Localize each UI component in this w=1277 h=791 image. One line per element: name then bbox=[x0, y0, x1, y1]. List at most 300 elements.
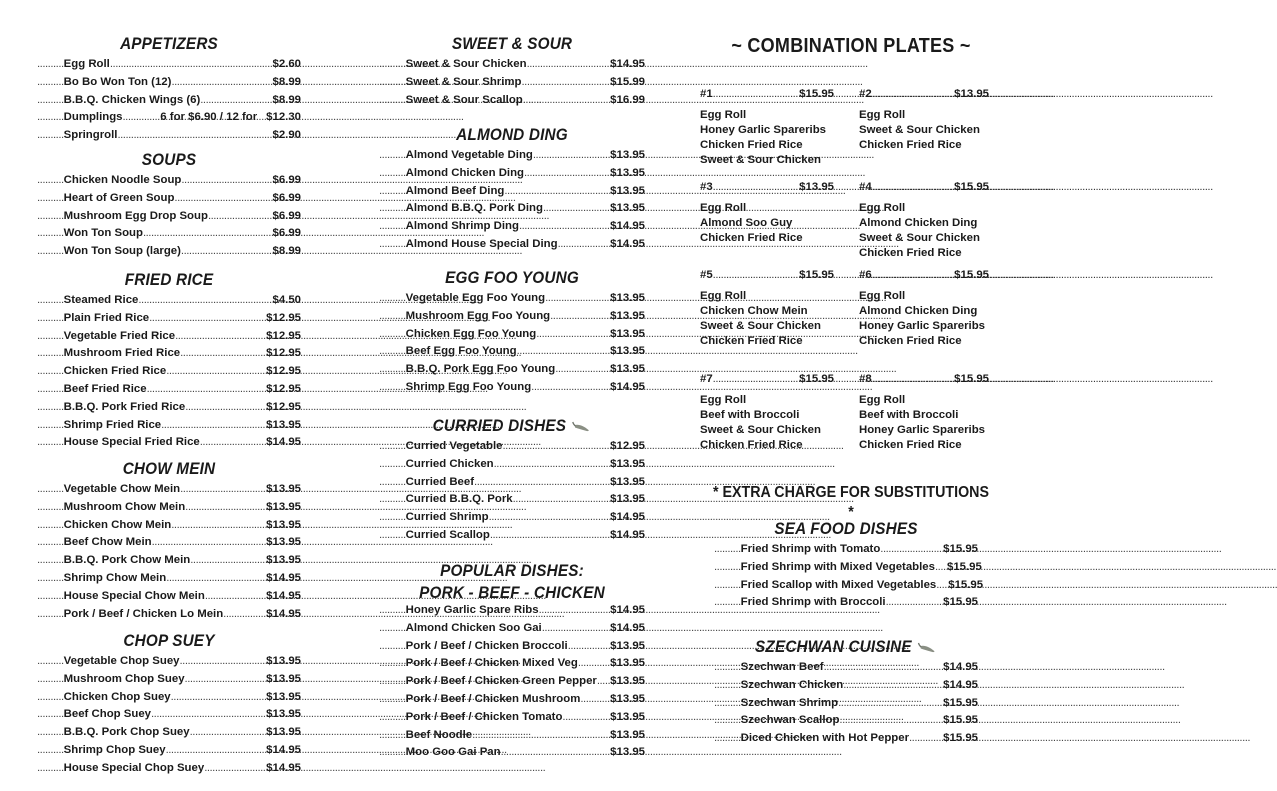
menu-item-price: $15.95 bbox=[948, 578, 984, 591]
menu-item-name: House Special Chop Suey bbox=[63, 761, 205, 774]
leader-dots bbox=[152, 534, 261, 552]
leader-dots bbox=[872, 86, 954, 102]
menu-item bbox=[379, 620, 645, 638]
menu-item-price: $14.95 bbox=[266, 607, 301, 620]
plate-item: Almond Chicken Ding bbox=[859, 217, 978, 229]
section-title bbox=[50, 459, 288, 481]
plate-item: Chicken Fried Rice bbox=[859, 247, 962, 259]
menu-item bbox=[37, 127, 301, 145]
menu-item-name: Heart of Green Soup bbox=[63, 191, 175, 204]
menu-item-name: Szechwan Chicken bbox=[740, 678, 844, 691]
leader-dots bbox=[190, 552, 260, 570]
leader-dots bbox=[166, 742, 261, 760]
leader-dots bbox=[713, 267, 799, 283]
leader-dots: .......... bbox=[379, 475, 406, 488]
section-title-text: EGG FOO YOUNG bbox=[445, 268, 579, 287]
menu-item bbox=[714, 730, 978, 748]
leader-dots bbox=[513, 491, 605, 509]
menu-item bbox=[379, 56, 645, 74]
plate-item: Egg Roll bbox=[859, 202, 906, 214]
leader-dots: .......... bbox=[37, 382, 64, 395]
menu-item bbox=[37, 653, 301, 671]
leader-dots: .......... bbox=[379, 639, 406, 652]
menu-item-name: Shrimp Fried Rice bbox=[63, 418, 162, 431]
menu-item-price: $13.95 bbox=[266, 536, 301, 549]
menu-item bbox=[379, 379, 645, 397]
menu-item-name: Mushroom Egg Drop Soup bbox=[63, 209, 208, 222]
leader-dots: .......... bbox=[379, 692, 406, 705]
leader-dots bbox=[531, 379, 604, 397]
plate-number: #3 bbox=[700, 181, 713, 193]
leader-dots bbox=[838, 695, 937, 713]
menu-item-price: $13.95 bbox=[610, 692, 645, 705]
plate-header bbox=[700, 371, 834, 387]
plate-header bbox=[859, 86, 989, 102]
menu-item bbox=[379, 491, 645, 509]
leader-dots: .......... bbox=[37, 418, 64, 431]
leader-dots: .......... bbox=[379, 184, 406, 197]
menu-item-name: Vegetable Chop Suey bbox=[63, 655, 180, 667]
menu-item bbox=[37, 363, 301, 381]
section-title-text: SEA FOOD DISHES bbox=[774, 519, 918, 538]
leader-dots: .......... bbox=[37, 294, 64, 306]
leader-dots bbox=[180, 345, 260, 363]
section-title bbox=[50, 34, 288, 56]
menu-item-name: Chicken Chop Suey bbox=[63, 690, 171, 703]
menu-item-name: Pork / Beef / Chicken Lo Mein bbox=[63, 607, 224, 620]
menu-item-price: $14.95 bbox=[266, 589, 301, 602]
menu-item bbox=[37, 499, 301, 517]
leader-dots bbox=[824, 659, 938, 677]
plate-item: Beef with Broccoli bbox=[700, 409, 800, 421]
menu-item-price: $12.95 bbox=[266, 400, 301, 413]
menu-item bbox=[37, 434, 301, 452]
plate-item: Sweet & Sour Chicken bbox=[700, 154, 821, 166]
menu-item-name: Mushroom Egg Foo Young bbox=[405, 309, 551, 322]
section-title-text: ALMOND DING bbox=[456, 125, 568, 144]
menu-item-price: $12.95 bbox=[266, 347, 301, 360]
menu-item-name: Almond House Special Ding bbox=[405, 237, 558, 250]
menu-item bbox=[379, 673, 645, 691]
leader-dots: .......... bbox=[379, 675, 406, 688]
leader-dots: .......... bbox=[379, 511, 406, 524]
leader-dots: .......... bbox=[37, 93, 64, 106]
leader-dots bbox=[597, 673, 604, 691]
leader-dots: .......... bbox=[37, 129, 64, 142]
menu-item bbox=[379, 74, 645, 92]
leader-dots: .......... bbox=[379, 292, 406, 304]
section-title bbox=[50, 631, 288, 653]
menu-item-name: Chicken Noodle Soup bbox=[63, 174, 182, 186]
section-chow-mein bbox=[37, 459, 301, 623]
menu-item-price: $13.95 bbox=[610, 710, 645, 723]
menu-item-name: Won Ton Soup (large) bbox=[63, 245, 181, 258]
menu-item-name: Almond Chicken Soo Gai bbox=[405, 621, 542, 634]
section-title bbox=[50, 150, 288, 172]
plate-item: Sweet & Sour Chicken bbox=[700, 424, 821, 436]
plate-item: Egg Roll bbox=[700, 394, 747, 406]
menu-item bbox=[379, 183, 645, 201]
leader-dots bbox=[542, 620, 604, 638]
leader-dots bbox=[501, 744, 605, 762]
menu-item-name: House Special Chow Mein bbox=[63, 589, 205, 602]
menu-item bbox=[37, 606, 301, 624]
menu-item-name: Vegetable Egg Foo Young bbox=[405, 292, 546, 304]
menu-item-price: $13.95 bbox=[610, 292, 645, 304]
plate-item: Honey Garlic Spareribs bbox=[700, 124, 826, 136]
menu-item-price: $14.95 bbox=[610, 237, 645, 250]
leader-dots bbox=[117, 127, 266, 145]
plate-price: $15.95 bbox=[954, 373, 989, 385]
plate-item: Chicken Chow Mein bbox=[700, 305, 808, 317]
section-szechwan bbox=[714, 637, 978, 748]
leader-dots bbox=[181, 243, 267, 261]
leader-dots: .......... bbox=[714, 578, 741, 591]
section-title-text: APPETIZERS bbox=[120, 34, 218, 53]
menu-item bbox=[714, 559, 982, 577]
leader-dots bbox=[578, 655, 604, 673]
plate-price: $13.95 bbox=[954, 88, 989, 100]
leader-dots bbox=[543, 200, 604, 218]
menu-item-price: $13.95 bbox=[266, 500, 301, 513]
section-title: POPULAR DISHES: bbox=[440, 561, 584, 580]
leader-dots bbox=[489, 509, 605, 527]
plate-item: Chicken Fried Rice bbox=[700, 139, 803, 151]
menu-item bbox=[714, 677, 978, 695]
plate-price: $15.95 bbox=[954, 181, 989, 193]
menu-item-name: Curried B.B.Q. Pork bbox=[405, 493, 513, 506]
menu-item-price: $15.95 bbox=[946, 560, 982, 573]
plate-number: #2 bbox=[859, 88, 872, 100]
menu-item-price: $8.99 bbox=[272, 245, 301, 258]
menu-item-price: $13.95 bbox=[610, 457, 645, 470]
menu-item-price: $15.95 bbox=[943, 714, 978, 727]
leader-dots bbox=[555, 361, 604, 379]
menu-item-price: $13.95 bbox=[610, 149, 645, 161]
leader-dots bbox=[527, 56, 605, 74]
leader-dots: .......... bbox=[37, 400, 64, 413]
section-title-text: CHOW MEIN bbox=[122, 459, 216, 478]
section-title bbox=[727, 637, 965, 659]
menu-item-name: Fried Shrimp with Mixed Vegetables bbox=[740, 560, 935, 573]
leader-dots bbox=[171, 689, 261, 707]
menu-item bbox=[37, 481, 301, 499]
leader-dots bbox=[171, 74, 266, 92]
menu-item-price: $12.95 bbox=[266, 329, 301, 342]
menu-item-price: $13.95 bbox=[610, 309, 645, 322]
menu-item bbox=[714, 577, 984, 595]
section-fried-rice bbox=[37, 270, 301, 452]
menu-item-price: $13.95 bbox=[610, 657, 645, 670]
leader-dots: .......... bbox=[37, 500, 64, 513]
leader-dots bbox=[524, 165, 604, 183]
leader-dots: .......... bbox=[379, 237, 406, 250]
leader-dots: .......... bbox=[714, 543, 741, 555]
menu-item-price: $13.95 bbox=[266, 708, 301, 721]
menu-item bbox=[379, 456, 645, 474]
menu-item bbox=[37, 689, 301, 707]
menu-item-price: $15.95 bbox=[943, 543, 978, 555]
leader-dots bbox=[200, 434, 260, 452]
menu-item bbox=[714, 594, 978, 612]
leader-dots: .......... bbox=[37, 518, 64, 531]
leader-dots: .......... bbox=[37, 672, 64, 685]
menu-item-price: $13.95 bbox=[610, 728, 645, 741]
menu-item bbox=[379, 290, 645, 308]
menu-item-price: $14.95 bbox=[266, 436, 301, 449]
menu-item-name: Chicken Egg Foo Young bbox=[405, 327, 537, 340]
plate-number: #6 bbox=[859, 269, 872, 281]
menu-item-price: $13.95 bbox=[266, 672, 301, 685]
menu-item-price: $13.95 bbox=[610, 202, 645, 215]
leader-dots bbox=[123, 109, 158, 127]
plate-item: Egg Roll bbox=[700, 109, 747, 121]
menu-item bbox=[37, 760, 301, 778]
menu-item-name: Pork / Beef / Chicken Mixed Veg bbox=[405, 657, 578, 670]
leader-dots bbox=[181, 172, 266, 190]
leader-dots bbox=[180, 481, 260, 499]
leader-dots bbox=[138, 292, 266, 310]
leader-dots: .......... bbox=[379, 93, 406, 106]
menu-item-name: Sweet & Sour Scallop bbox=[405, 93, 523, 106]
section-title bbox=[392, 268, 631, 290]
menu-item-name: Almond Shrimp Ding bbox=[405, 220, 519, 233]
menu-item bbox=[379, 308, 645, 326]
section-almond-ding bbox=[379, 125, 645, 254]
leader-dots: .......... bbox=[714, 732, 741, 745]
plate-item: Sweet & Sour Chicken bbox=[700, 320, 821, 332]
leader-dots bbox=[205, 588, 260, 606]
menu-item bbox=[37, 552, 301, 570]
leader-dots bbox=[143, 225, 267, 243]
combination-plate bbox=[700, 179, 834, 246]
menu-item-price: $13.95 bbox=[266, 483, 301, 495]
menu-item-price: $13.95 bbox=[610, 746, 645, 759]
menu-item-name: Szechwan Beef bbox=[740, 661, 824, 673]
leader-dots bbox=[504, 183, 604, 201]
menu-item bbox=[379, 147, 645, 165]
section-title bbox=[50, 270, 288, 292]
plate-header bbox=[700, 267, 834, 283]
section-appetizers bbox=[37, 34, 301, 145]
plate-item: Beef with Broccoli bbox=[859, 409, 959, 421]
leader-dots: .......... bbox=[37, 245, 64, 258]
menu-item bbox=[379, 438, 645, 456]
leader-dots: .......... bbox=[379, 149, 406, 161]
section-title-text: SZECHWAN CUISINE bbox=[755, 637, 912, 656]
leader-dots: .......... bbox=[379, 528, 406, 541]
leader-dots bbox=[166, 363, 260, 381]
menu-item bbox=[37, 381, 301, 399]
menu-item-name: Moo Goo Gai Pan bbox=[405, 746, 501, 759]
menu-item-name: Curried Beef bbox=[405, 475, 475, 488]
plate-number: #1 bbox=[700, 88, 713, 100]
menu-item-note: 6 for $6.90 / 12 for bbox=[160, 111, 258, 124]
menu-item-name: Almond B.B.Q. Pork Ding bbox=[405, 202, 543, 215]
menu-item bbox=[37, 190, 301, 208]
menu-item bbox=[37, 671, 301, 689]
plate-header bbox=[859, 179, 989, 195]
menu-item bbox=[714, 659, 978, 677]
menu-item-price: $12.95 bbox=[266, 311, 301, 324]
menu-item-price: $14.95 bbox=[610, 511, 645, 524]
menu-item-price: $6.99 bbox=[272, 227, 301, 240]
plate-header bbox=[859, 371, 989, 387]
leader-dots bbox=[909, 730, 937, 748]
section-title bbox=[392, 416, 631, 438]
leader-dots: .......... bbox=[379, 440, 406, 452]
leader-dots: .......... bbox=[379, 710, 406, 723]
leader-dots: .......... bbox=[37, 655, 64, 667]
leader-dots bbox=[558, 236, 605, 254]
section-title-text: SWEET & SOUR bbox=[451, 34, 573, 53]
menu-item-price: $14.95 bbox=[610, 621, 645, 634]
menu-item bbox=[379, 218, 645, 236]
leader-dots bbox=[494, 456, 605, 474]
leader-dots bbox=[872, 267, 954, 283]
menu-item-name: Curried Scallop bbox=[405, 528, 490, 541]
leader-dots: .......... bbox=[37, 365, 64, 378]
menu-item-price: $12.95 bbox=[610, 440, 645, 452]
leader-dots: .......... bbox=[379, 380, 406, 393]
menu-item-name: Pork / Beef / Chicken Broccoli bbox=[405, 639, 568, 652]
menu-item-price: $16.99 bbox=[610, 93, 645, 106]
menu-item-name: Szechwan Shrimp bbox=[740, 696, 839, 709]
leader-dots bbox=[580, 691, 604, 709]
leader-dots bbox=[474, 474, 604, 492]
menu-item-price: $13.95 bbox=[266, 726, 301, 739]
menu-item-price: $14.95 bbox=[610, 220, 645, 233]
leader-dots bbox=[536, 326, 604, 344]
leader-dots: .......... bbox=[379, 75, 406, 88]
leader-dots: .......... bbox=[714, 661, 741, 673]
menu-item-name: Fried Scallop with Mixed Vegetables bbox=[740, 578, 937, 591]
leader-dots: .......... bbox=[37, 58, 64, 70]
leader-dots bbox=[223, 606, 260, 624]
menu-item bbox=[37, 517, 301, 535]
menu-item bbox=[37, 92, 301, 110]
menu-item bbox=[379, 744, 645, 762]
leader-dots bbox=[521, 74, 604, 92]
menu-item-price: $13.95 bbox=[610, 184, 645, 197]
leader-dots: .......... bbox=[37, 174, 64, 186]
menu-item-price: $14.95 bbox=[943, 678, 978, 691]
plate-header bbox=[700, 86, 834, 102]
leader-dots bbox=[200, 92, 266, 110]
menu-item-price: $6.99 bbox=[272, 191, 301, 204]
leader-dots bbox=[472, 727, 604, 745]
section-title bbox=[727, 519, 965, 541]
menu-item-name: Szechwan Scallop bbox=[740, 714, 840, 727]
plate-number: #8 bbox=[859, 373, 872, 385]
leader-dots bbox=[174, 190, 266, 208]
leader-dots: .......... bbox=[379, 363, 406, 376]
menu-item bbox=[714, 541, 978, 559]
menu-item bbox=[379, 361, 645, 379]
leader-dots: .......... bbox=[37, 227, 64, 240]
leader-dots: .......... bbox=[37, 111, 64, 124]
leader-dots bbox=[713, 86, 799, 102]
menu-item-name: Vegetable Fried Rice bbox=[63, 329, 176, 342]
menu-item bbox=[37, 74, 301, 92]
menu-item bbox=[379, 691, 645, 709]
menu-item-price: $13.95 bbox=[266, 690, 301, 703]
leader-dots bbox=[523, 92, 604, 110]
menu-item-price: $15.95 bbox=[943, 596, 978, 609]
leader-dots: .......... bbox=[379, 309, 406, 322]
plate-item: Egg Roll bbox=[700, 290, 747, 302]
menu-item-name: Chicken Fried Rice bbox=[63, 365, 167, 378]
leader-dots bbox=[713, 371, 799, 387]
menu-item bbox=[37, 570, 301, 588]
menu-item bbox=[379, 474, 645, 492]
menu-item-name: Honey Garlic Spare Ribs bbox=[405, 604, 539, 616]
leader-dots bbox=[180, 653, 261, 671]
menu-item-name: Beef Noodle bbox=[405, 728, 473, 741]
menu-item bbox=[379, 236, 645, 254]
leader-dots: .......... bbox=[379, 220, 406, 233]
leader-dots: .......... bbox=[37, 191, 64, 204]
menu-item bbox=[37, 243, 301, 261]
plate-price: $15.95 bbox=[799, 88, 834, 100]
section-title-text: SOUPS bbox=[141, 150, 197, 169]
menu-item-name: Mushroom Chow Mein bbox=[63, 500, 186, 513]
section-egg-foo-young bbox=[379, 268, 645, 397]
leader-dots: .......... bbox=[379, 166, 406, 179]
leader-dots: .......... bbox=[37, 209, 64, 222]
menu-item-name: Chicken Chow Mein bbox=[63, 518, 172, 531]
menu-item-name: Almond Beef Ding bbox=[405, 184, 505, 197]
menu-item-price: $14.95 bbox=[610, 58, 645, 70]
menu-item bbox=[37, 399, 301, 417]
menu-item bbox=[714, 695, 978, 713]
combination-plate bbox=[859, 86, 989, 153]
menu-item bbox=[379, 709, 645, 727]
plate-header bbox=[700, 179, 834, 195]
menu-item-name: Plain Fried Rice bbox=[63, 311, 150, 324]
chili-pepper-icon bbox=[572, 421, 592, 433]
menu-item bbox=[379, 343, 645, 361]
plate-item: Almond Soo Guy bbox=[700, 217, 793, 229]
leader-dots: .......... bbox=[714, 596, 741, 609]
plate-item: Honey Garlic Spareribs bbox=[859, 424, 985, 436]
leader-dots: .......... bbox=[37, 743, 64, 756]
section-curried-dishes bbox=[379, 416, 645, 545]
menu-item-name: Pork / Beef / Chicken Tomato bbox=[405, 710, 563, 723]
menu-item-price: $14.95 bbox=[610, 380, 645, 393]
leader-dots bbox=[110, 56, 267, 74]
leader-dots: .......... bbox=[37, 536, 64, 549]
menu-item-name: B.B.Q. Pork Fried Rice bbox=[63, 400, 186, 413]
section-title bbox=[392, 34, 631, 56]
plate-item: Almond Chicken Ding bbox=[859, 305, 978, 317]
menu-item-name: Shrimp Chop Suey bbox=[63, 743, 166, 756]
section-title bbox=[392, 125, 631, 147]
combination-plate bbox=[700, 86, 834, 168]
leader-dots: .......... bbox=[379, 728, 406, 741]
plate-item: Sweet & Sour Chicken bbox=[859, 232, 980, 244]
menu-item bbox=[37, 225, 301, 243]
leader-dots bbox=[147, 381, 261, 399]
leader-dots: .......... bbox=[37, 726, 64, 739]
leader-dots: .......... bbox=[37, 761, 64, 774]
menu-item-name: Diced Chicken with Hot Pepper bbox=[740, 732, 910, 745]
menu-item bbox=[379, 527, 645, 545]
leader-dots bbox=[568, 638, 604, 656]
plate-item: Chicken Fried Rice bbox=[700, 335, 803, 347]
menu-item-name: Beef Chop Suey bbox=[63, 708, 151, 721]
menu-item-name: Springroll bbox=[63, 129, 118, 142]
